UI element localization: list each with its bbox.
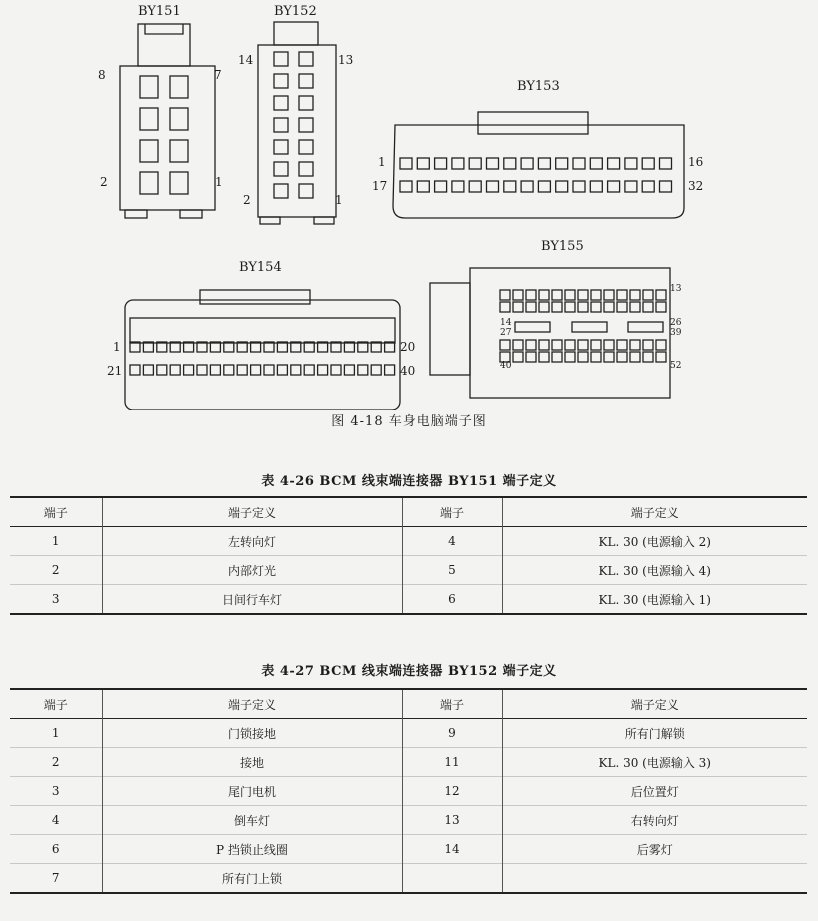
by155-pin-label: 27 (500, 328, 512, 338)
by151-cavity (170, 108, 188, 130)
by154-pin (385, 365, 395, 375)
by153-pin (469, 181, 481, 192)
table-cell: KL. 30 (电源输入 2) (502, 527, 807, 556)
table-cell: KL. 30 (电源输入 1) (502, 585, 807, 615)
by155-pin-label: 26 (670, 318, 682, 328)
table-cell: KL. 30 (电源输入 3) (502, 748, 807, 777)
by151-cavity (140, 76, 158, 98)
by155-pin (500, 302, 510, 312)
by151-foot (125, 210, 147, 218)
by155-pin (630, 302, 640, 312)
table-row (10, 719, 807, 748)
by154-pin (371, 365, 381, 375)
by153-pin (469, 158, 481, 169)
table-cell: 13 (402, 806, 502, 835)
table-cell: 14 (402, 835, 502, 864)
table-cell (502, 864, 807, 894)
by151-cavity (170, 76, 188, 98)
by153-pin (608, 181, 620, 192)
by153-pin (590, 181, 602, 192)
by153-pin (417, 158, 429, 169)
by153-pin (400, 181, 412, 192)
by152-body (258, 45, 336, 217)
table-cell: 后位置灯 (502, 777, 807, 806)
table-cell: 3 (10, 585, 102, 615)
by155-pin (513, 352, 523, 362)
table-cell: 9 (402, 719, 502, 748)
by154-pin (318, 365, 328, 375)
by153-pin (487, 158, 499, 169)
by153-pin (573, 158, 585, 169)
table-cell: 1 (51, 726, 60, 740)
by155-pin-label: 40 (500, 361, 512, 371)
by154-pin (251, 365, 261, 375)
by154-pin (331, 365, 341, 375)
by155-pin (578, 290, 588, 300)
by153-pin-label: 17 (372, 179, 388, 193)
table-4-27 (10, 688, 807, 894)
by155-pin (604, 290, 614, 300)
table-cell: 内部灯光 (102, 556, 402, 585)
by155-pin-label: 13 (670, 284, 682, 294)
by155-pin (617, 340, 627, 350)
by155-pin (643, 340, 653, 350)
by151-cavity (170, 172, 188, 194)
by151-latch (138, 24, 190, 66)
by154-pin (184, 365, 194, 375)
by155-pin (526, 290, 536, 300)
connector-diagram (0, 0, 818, 410)
by152-pin-label: 1 (335, 193, 343, 207)
by154-pin (224, 365, 234, 375)
table-4-26 (10, 496, 807, 615)
by155-pin-label: 39 (670, 328, 682, 338)
by154-pin-label: 1 (113, 340, 121, 354)
by154-pin (143, 365, 153, 375)
table-row (10, 806, 807, 835)
by155-pin (643, 352, 653, 362)
by154-pin (197, 365, 207, 375)
by152-cavity (274, 140, 288, 154)
by153-pin (435, 181, 447, 192)
table-cell: 左转向灯 (102, 527, 402, 556)
by155-pin (513, 290, 523, 300)
by152-cavity (274, 74, 288, 88)
table-cell: 5 (402, 556, 502, 585)
table-cell: KL. 30 (电源输入 4) (502, 556, 807, 585)
by154-pin (277, 365, 287, 375)
by155-pin (552, 302, 562, 312)
by153-pin (538, 181, 550, 192)
by153-pin (608, 158, 620, 169)
by155-pin (500, 340, 510, 350)
table-cell: 门锁接地 (102, 719, 402, 748)
by152-cavity (274, 184, 288, 198)
by155-shroud (430, 283, 470, 375)
by155-pin (591, 290, 601, 300)
by151-latch (145, 24, 183, 34)
by155-pin (539, 302, 549, 312)
column-header: 端子定义 (102, 689, 402, 719)
by155-pin (591, 302, 601, 312)
table-row (10, 527, 807, 556)
table-row (10, 585, 807, 615)
by151-pin-label: 2 (100, 175, 108, 189)
by152-latch (274, 22, 318, 45)
by153-pin (642, 158, 654, 169)
by154-latch (200, 290, 310, 304)
by153-pin (417, 181, 429, 192)
by155-pin (656, 290, 666, 300)
by153-pin-label: 32 (688, 179, 704, 193)
figure-caption: 图 4-18 车身电脑端子图 (331, 414, 487, 429)
table-cell: 6 (402, 585, 502, 615)
by154-pin (291, 365, 301, 375)
by154-pin (304, 365, 314, 375)
by153-pin (556, 158, 568, 169)
by152-cavity (299, 96, 313, 110)
by152-cavity (299, 140, 313, 154)
by155-pin (513, 340, 523, 350)
by151-cavity (170, 140, 188, 162)
by155-pin (643, 302, 653, 312)
by154-label: BY154 (239, 260, 282, 275)
table-row (10, 835, 807, 864)
by155-pin (617, 302, 627, 312)
by155-pin (552, 340, 562, 350)
by155-pin (617, 352, 627, 362)
by153-pin (400, 158, 412, 169)
by154-ridge (130, 318, 395, 343)
by155-pin (565, 352, 575, 362)
by152-cavity (274, 52, 288, 66)
by155-pin (539, 340, 549, 350)
by155-pin (513, 302, 523, 312)
by153-pin (625, 181, 637, 192)
by152-cavity (299, 162, 313, 176)
by153-pin (556, 181, 568, 192)
by154-pin (264, 365, 274, 375)
by151-foot (180, 210, 202, 218)
by155-pin (539, 290, 549, 300)
by153-pin (538, 158, 550, 169)
table-4-26-caption: 表 4-26 BCM 线束端连接器 BY151 端子定义 (261, 474, 557, 489)
by151-cavity (140, 140, 158, 162)
by155-pin (630, 352, 640, 362)
by152-cavity (274, 162, 288, 176)
table-row (10, 777, 807, 806)
table-cell: 3 (10, 777, 102, 806)
table-cell: 倒车灯 (102, 806, 402, 835)
by153-pin (660, 158, 672, 169)
by154-pin-label: 40 (400, 364, 416, 378)
by155-pin (656, 302, 666, 312)
by152-pin-label: 13 (338, 53, 354, 67)
by151-pin-label: 7 (214, 68, 222, 82)
by151-body (120, 66, 215, 210)
table-cell: P 挡锁止线圈 (102, 835, 402, 864)
table-cell: 后雾灯 (502, 835, 807, 864)
by155-slot (515, 322, 550, 332)
by153-pin (521, 158, 533, 169)
by155-pin (565, 302, 575, 312)
by154-pin (358, 365, 368, 375)
by154-pin (210, 365, 220, 375)
by153-pin (435, 158, 447, 169)
table-cell: 接地 (102, 748, 402, 777)
by155-pin (565, 340, 575, 350)
by153-label: BY153 (517, 79, 560, 94)
by155-pin (630, 290, 640, 300)
by155-pin (604, 352, 614, 362)
table-cell: 所有门上锁 (102, 864, 402, 894)
table-cell: 12 (402, 777, 502, 806)
by155-pin (552, 352, 562, 362)
table-cell: 所有门解锁 (502, 719, 807, 748)
by153-pin (642, 181, 654, 192)
column-header: 端子 (43, 697, 68, 712)
by155-pin (500, 290, 510, 300)
by152-pin-label: 2 (243, 193, 251, 207)
column-header: 端子 (402, 497, 502, 527)
table-cell: 2 (10, 556, 102, 585)
by155-pin-label: 52 (670, 361, 682, 371)
by152-cavity (274, 118, 288, 132)
by155-pin (617, 290, 627, 300)
table-cell: 2 (10, 748, 102, 777)
by154-pin-label: 20 (400, 340, 416, 354)
by152-foot (314, 217, 334, 224)
by153-body (393, 125, 684, 218)
by155-pin (526, 340, 536, 350)
by153-latch (478, 112, 588, 134)
table-cell: 4 (10, 806, 102, 835)
by153-pin-label: 16 (688, 155, 704, 169)
by152-cavity (299, 118, 313, 132)
by155-pin (643, 290, 653, 300)
by155-pin (565, 290, 575, 300)
by154-pin (157, 365, 167, 375)
table-cell: 4 (402, 527, 502, 556)
column-header: 端子 (402, 689, 502, 719)
table-cell: 11 (402, 748, 502, 777)
by154-pin-label: 21 (107, 364, 123, 378)
by155-slot (572, 322, 607, 332)
by152-cavity (299, 52, 313, 66)
by153-pin-label: 1 (378, 155, 386, 169)
by155-pin (526, 302, 536, 312)
table-cell: 右转向灯 (502, 806, 807, 835)
table-4-27-caption: 表 4-27 BCM 线束端连接器 BY152 端子定义 (261, 664, 557, 679)
table-cell: 6 (10, 835, 102, 864)
by155-pin (591, 340, 601, 350)
table-cell: 日间行车灯 (102, 585, 402, 615)
by155-pin (552, 290, 562, 300)
by153-pin (625, 158, 637, 169)
by152-label: BY152 (274, 4, 317, 19)
table-row (10, 556, 807, 585)
table-header-row (10, 497, 807, 527)
by151-cavity (140, 108, 158, 130)
column-header: 端子 (43, 505, 68, 520)
by155-pin (604, 302, 614, 312)
table-cell: 7 (10, 864, 102, 894)
by152-pin-label: 14 (238, 53, 254, 67)
by154-pin (344, 365, 354, 375)
by153-pin (573, 181, 585, 192)
by153-pin (504, 158, 516, 169)
by153-pin (452, 181, 464, 192)
by155-pin (656, 340, 666, 350)
by155-label: BY155 (541, 239, 584, 254)
by151-pin-label: 1 (215, 175, 223, 189)
by155-pin (656, 352, 666, 362)
by151-pin-label: 8 (98, 68, 106, 82)
by155-slot (628, 322, 663, 332)
by152-cavity (274, 96, 288, 110)
column-header: 端子定义 (502, 497, 807, 527)
by153-pin (521, 181, 533, 192)
by155-pin (591, 352, 601, 362)
by153-pin (504, 181, 516, 192)
table-cell: 尾门电机 (102, 777, 402, 806)
by152-cavity (299, 184, 313, 198)
by152-foot (260, 217, 280, 224)
by155-pin (578, 340, 588, 350)
table-cell: 1 (51, 534, 60, 548)
table-row (10, 748, 807, 777)
by155-pin (526, 352, 536, 362)
by152-cavity (299, 74, 313, 88)
by154-body (125, 300, 400, 410)
by153-pin (452, 158, 464, 169)
by155-pin (578, 302, 588, 312)
by154-pin (130, 365, 140, 375)
column-header: 端子定义 (502, 689, 807, 719)
by155-pin (539, 352, 549, 362)
by155-pin-label: 14 (500, 318, 512, 328)
by155-pin (604, 340, 614, 350)
by153-pin (487, 181, 499, 192)
by155-pin (578, 352, 588, 362)
by151-cavity (140, 172, 158, 194)
by154-pin (170, 365, 180, 375)
column-header: 端子定义 (102, 497, 402, 527)
by153-pin (660, 181, 672, 192)
table-cell (402, 864, 502, 894)
by155-pin (630, 340, 640, 350)
by154-pin (237, 365, 247, 375)
by153-pin (590, 158, 602, 169)
by151-label: BY151 (138, 4, 181, 19)
table-row (10, 864, 807, 894)
table-header-row (10, 689, 807, 719)
